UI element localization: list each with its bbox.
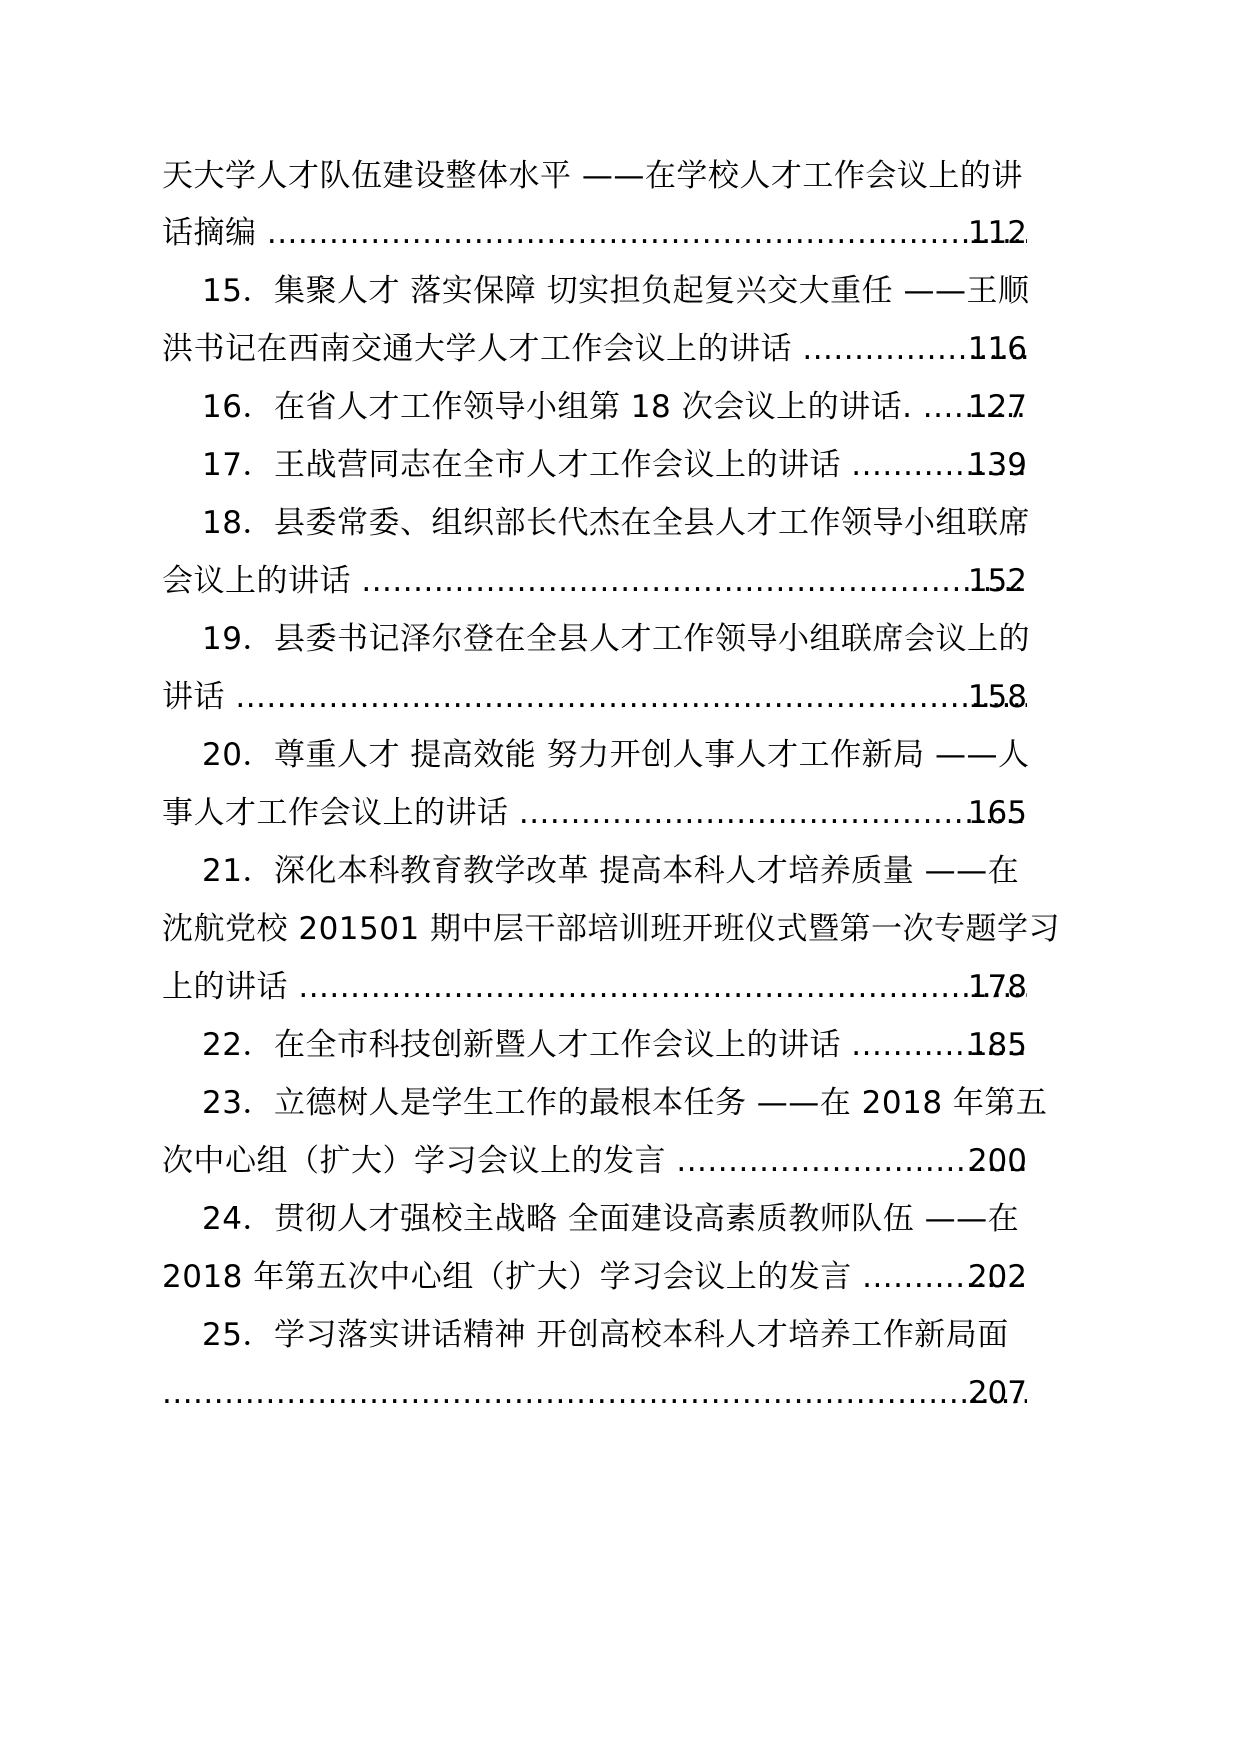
toc-entry-title: 次中心组（扩大）学习会议上的发言 ..... xyxy=(162,1136,1027,1186)
toc-line: 15．集聚人才 落实保障 切实担负起复兴交大重任 ——王顺 xyxy=(202,273,1030,309)
toc-line: 20．尊重人才 提高效能 努力开创人事人才工作新局 ——人 xyxy=(202,737,1030,773)
toc-page-number: 165 xyxy=(967,795,1027,831)
toc-page-number: 202 xyxy=(967,1259,1027,1295)
toc-page-number: 116 xyxy=(967,331,1027,367)
toc-line xyxy=(162,788,1027,838)
toc-page-number: 127 xyxy=(967,389,1027,425)
toc-line: 19．县委书记泽尔登在全县人才工作领导小组联席会议上的 xyxy=(202,621,1030,657)
toc-page-number: 158 xyxy=(967,679,1027,715)
toc-line: 沈航党校 201501 期中层干部培训班开班仪式暨第一次专题学习 xyxy=(162,911,1061,947)
toc-entry-title: 事人才工作会议上的讲话 ..... xyxy=(162,788,1027,838)
toc-entry-title: 2018 年第五次中心组（扩大）学习会议上的发言 ..... xyxy=(162,1252,1027,1302)
toc-entry-title: 讲话 ..... xyxy=(162,672,1027,722)
toc-line xyxy=(162,1368,1027,1418)
toc-page-number: 185 xyxy=(967,1027,1027,1063)
toc-page-number: 152 xyxy=(967,563,1027,599)
toc-entry-title: 17．王战营同志在全市人才工作会议上的讲话 ..... xyxy=(202,440,1027,490)
toc-entry-title: 会议上的讲话 ..... xyxy=(162,556,1027,606)
toc-line xyxy=(162,672,1027,722)
toc-entry-title xyxy=(162,1368,1027,1418)
toc-entry-title: 上的讲话 ..... xyxy=(162,962,1027,1012)
toc-entry-title: 话摘编 ..... xyxy=(162,208,1027,258)
toc-line: 18．县委常委、组织部长代杰在全县人才工作领导小组联席 xyxy=(202,505,1030,541)
toc-page-number: 200 xyxy=(967,1143,1027,1179)
toc-line xyxy=(162,962,1027,1012)
toc-line: 25．学习落实讲话精神 开创高校本科人才培养工作新局面 xyxy=(202,1317,1009,1353)
toc-line: 23．立德树人是学生工作的最根本任务 ——在 2018 年第五 xyxy=(202,1085,1048,1121)
toc-line xyxy=(162,1136,1027,1186)
toc-line xyxy=(202,382,1027,432)
toc-line xyxy=(202,440,1027,490)
toc-line: 天大学人才队伍建设整体水平 ——在学校人才工作会议上的讲 xyxy=(162,158,1023,194)
toc-page-number: 178 xyxy=(967,969,1027,1005)
toc-entry-title: 洪书记在西南交通大学人才工作会议上的讲话 ..... xyxy=(162,324,1027,374)
toc-line xyxy=(162,324,1027,374)
toc-page-number: 139 xyxy=(967,447,1027,483)
toc-entry-title: 16．在省人才工作领导小组第 18 次会议上的讲话. ..... xyxy=(202,382,1027,432)
toc-entry-title: 22．在全市科技创新暨人才工作会议上的讲话 ..... xyxy=(202,1020,1027,1070)
toc-line xyxy=(162,556,1027,606)
toc-line xyxy=(162,208,1027,258)
toc-page-number: 112 xyxy=(967,215,1027,251)
toc-line: 24．贯彻人才强校主战略 全面建设高素质教师队伍 ——在 xyxy=(202,1201,1020,1237)
toc-line xyxy=(162,1252,1027,1302)
toc-line xyxy=(202,1020,1027,1070)
toc-line: 21．深化本科教育教学改革 提高本科人才培养质量 ——在 xyxy=(202,853,1020,889)
toc-page-number: 207 xyxy=(967,1375,1027,1411)
